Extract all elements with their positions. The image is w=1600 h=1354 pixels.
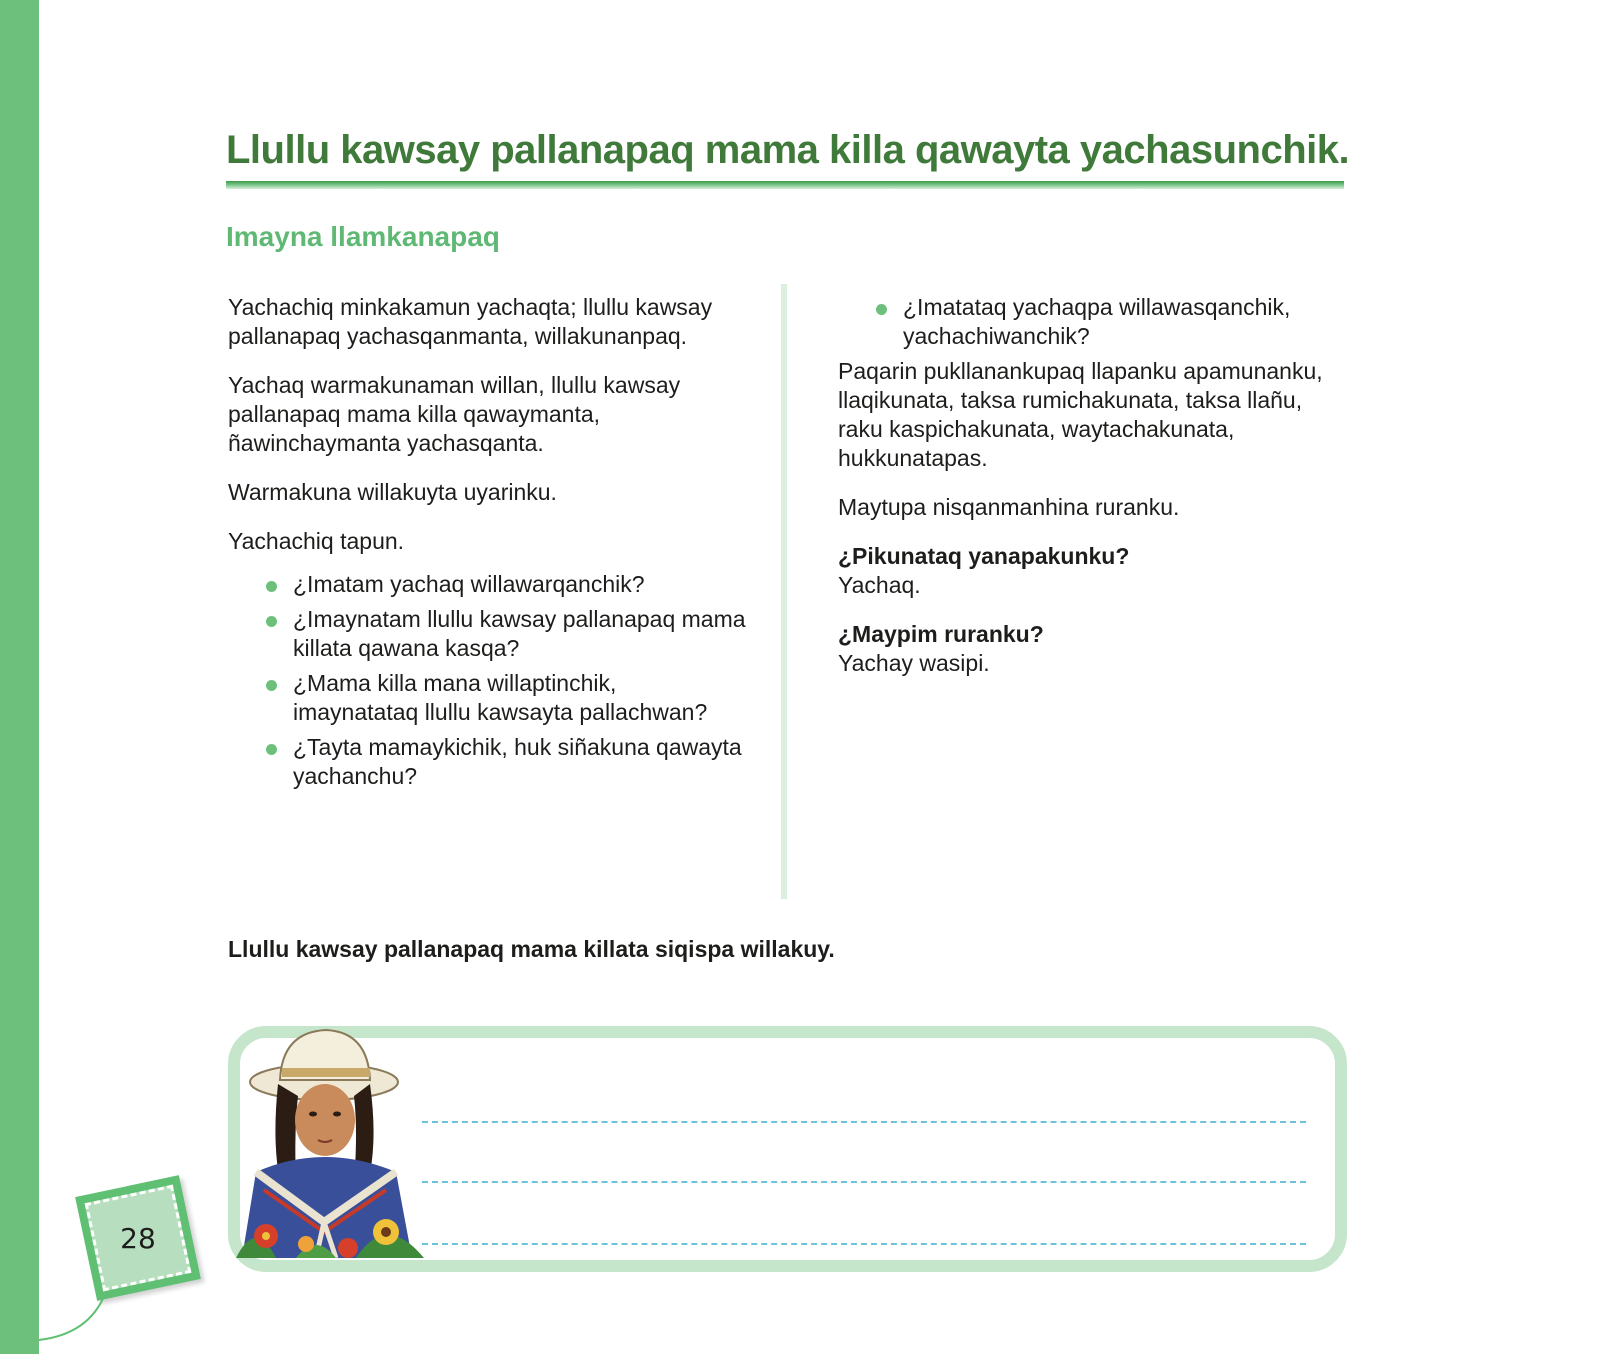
writing-line[interactable] — [422, 1243, 1306, 1245]
paragraph: Yachachiq minkakamun yachaqta; llullu kawsay pallanapaq yachasqanmanta, willakunanpaq. — [228, 294, 713, 349]
list-item — [258, 605, 748, 663]
writing-line[interactable] — [422, 1181, 1306, 1183]
bullet-dot — [876, 304, 887, 315]
column-divider — [781, 284, 787, 899]
bullet-dot — [266, 744, 277, 755]
writing-line[interactable] — [422, 1121, 1306, 1123]
kite-string — [39, 1290, 119, 1354]
question-text: ¿Imaynatam llullu kawsay pallanapaq mama killata qawana kasqa? — [293, 606, 746, 661]
bullet-dot — [266, 616, 277, 627]
section-subtitle: Imayna llamkanapaq — [226, 221, 500, 252]
paragraph: Warmakuna willakuyta uyarinku. — [228, 479, 557, 505]
paragraph: Yachaq warmakunaman willan, llullu kawsay pallanapaq mama killa qawaymanta, ñawinchaymanta yachasqanta. — [228, 372, 681, 456]
bullet-dot — [266, 680, 277, 691]
question-text: ¿Imatataq yachaqpa willawasqanchik, yachachiwanchik? — [903, 294, 1291, 349]
paragraph: Yachachiq tapun. — [228, 528, 405, 554]
answer-text: Yachay wasipi. — [838, 650, 990, 676]
question-list — [258, 570, 748, 791]
list-item — [258, 669, 748, 727]
list-item — [868, 293, 1338, 351]
side-bar — [0, 0, 39, 1354]
bullet-dot — [266, 581, 277, 592]
question-heading: ¿Maypim ruranku? — [838, 621, 1044, 647]
paragraph: Maytupa nisqanmanhina ruranku. — [838, 494, 1180, 520]
list-item — [258, 570, 748, 599]
title-underline — [226, 181, 1344, 189]
paragraph: Paqarin pukllanankupaq llapanku apamunanku, llaqikunata, taksa rumichakunata, taksa llañu, raku kaspichakunata, waytachakunata, hukkunatapas. — [838, 358, 1323, 471]
girl-illustration — [236, 1022, 424, 1258]
right-column — [838, 293, 1338, 698]
writing-prompt: Llullu kawsay pallanapaq mama killata siqispa willakuy. — [228, 936, 835, 962]
answer-text: Yachaq. — [838, 572, 921, 598]
page-number: 28 — [120, 1221, 156, 1255]
question-list — [868, 293, 1338, 351]
question-text: ¿Mama killa mana willaptinchik, imaynatataq llullu kawsayta pallachwan? — [293, 670, 708, 725]
page-title: Llullu kawsay pallanapaq mama killa qawayta yachasunchik. — [226, 128, 1350, 172]
question-heading: ¿Pikunataq yanapakunku? — [838, 543, 1130, 569]
left-column — [228, 293, 748, 797]
question-text: ¿Imatam yachaq willawarqanchik? — [293, 571, 645, 597]
list-item — [258, 733, 748, 791]
question-text: ¿Tayta mamaykichik, huk siñakuna qawayta yachanchu? — [293, 734, 742, 789]
